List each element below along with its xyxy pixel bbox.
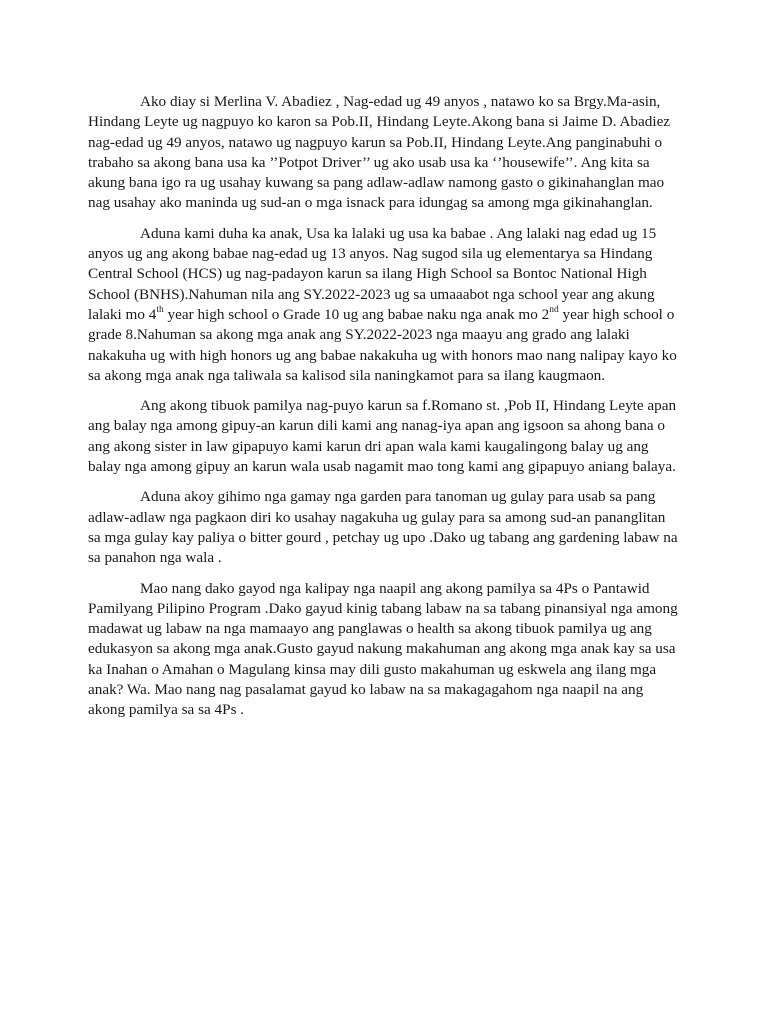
paragraph-4: Aduna akoy gihimo nga gamay nga garden para tanoman ug gulay para usab sa pang adlaw-adlaw nga pagkaon diri ko usahay nagakuha ug gulay para sa among sud-an pananglitan sa mga gulay kay paliya o bitter gourd , petchay ug upo .Dako ug tabang ang gardening labaw na sa panahon nga wala . — [88, 488, 678, 567]
paragraph-2-part-2: year high school o Grade 10 ug ang babae naku nga anak mo 2 — [163, 305, 550, 323]
paragraph-1: Ako diay si Merlina V. Abadiez , Nag-edad ug 49 anyos , natawo ko sa Brgy.Ma-asin, Hindang Leyte ug nagpuyo ko karon sa Pob.II, Hindang Leyte.Akong bana si Jaime D. Abadiez nag-edad ug 49 anyos, natawo ug nagpuyo karun sa Pob.II, Hindang Leyte.Ang panginabuhi o trabaho sa akong bana usa ka ’’Potpot Driver’’ ug ako usab usa ka ‘’housewife’’. Ang kita sa akung bana igo ra ug usahay kuwang sa pang adlaw-adlaw namong gasto o gikinahanglan mao nag usahay ako maninda ug sud-an o mga isnack para idungag sa among mga gikinahanglan. — [88, 93, 671, 212]
document-body — [88, 92, 680, 731]
superscript-nd: nd — [549, 304, 559, 315]
superscript-th: th — [156, 304, 164, 315]
paragraph-2-part-1: Aduna kami duha ka anak, Usa ka lalaki ug usa ka babae . Ang lalaki nag edad ug 15 anyos ug ang akong babae nag-edad ug 13 anyos. Nag sugod sila ug elementarya sa Hindang Central School (HCS) ug nag-padayon karun sa ilang High School sa Bontoc National High School (BNHS).Nahuman nila ang SY.2022-2023 ug sa umaaabot nga school year ang akung lalaki mo 4 — [88, 224, 657, 323]
paragraph-2-part-3: year high school o grade 8.Nahuman sa akong mga anak ang SY.2022-2023 nga maayu ang grado ang lalaki nakakuha ug with high honors ug ang babae nakakuha ug with honors mao nang nalipay kayo ko sa akong mga anak nga taliwala sa kalisod sila naningkamot para sa ilang kaugmaon. — [88, 305, 677, 384]
paragraph-5: Mao nang dako gayod nga kalipay nga naapil ang akong pamilya sa 4Ps o Pantawid Pamilyang Pilipino Program .Dako gayud kinig tabang labaw na sa tabang pinansiyal nga among madawat ug labaw na nga mamaayo ang panglawas o health sa akong tibuok pamilya ug ang edukasyon sa akong mga anak.Gusto gayud nakung makahuman ang akong mga anak kay sa usa ka Inahan o Amahan o Magulang kinsa may dili gusto makahuman ug eskwela ang ilang mga anak? Wa. Mao nang nag pasalamat gayud ko labaw na sa makagagahom nga naapil na ang akong pamilya sa sa 4Ps . — [88, 579, 678, 719]
paragraph-2 — [88, 224, 680, 386]
paragraph-3: Ang akong tibuok pamilya nag-puyo karun sa f.Romano st. ,Pob II, Hindang Leyte apan ang balay nga among gipuy-an karun dili kami ang nanag-iya apan ang igsoon sa ahong bana o ang akong sister in law gipapuyo kami karun dri apan wala kami kaugalingong balay ug ang balay nga among gipuy an karun wala usab nagamit mao tong kami ang gipapuyo aniang balaya. — [88, 397, 677, 476]
